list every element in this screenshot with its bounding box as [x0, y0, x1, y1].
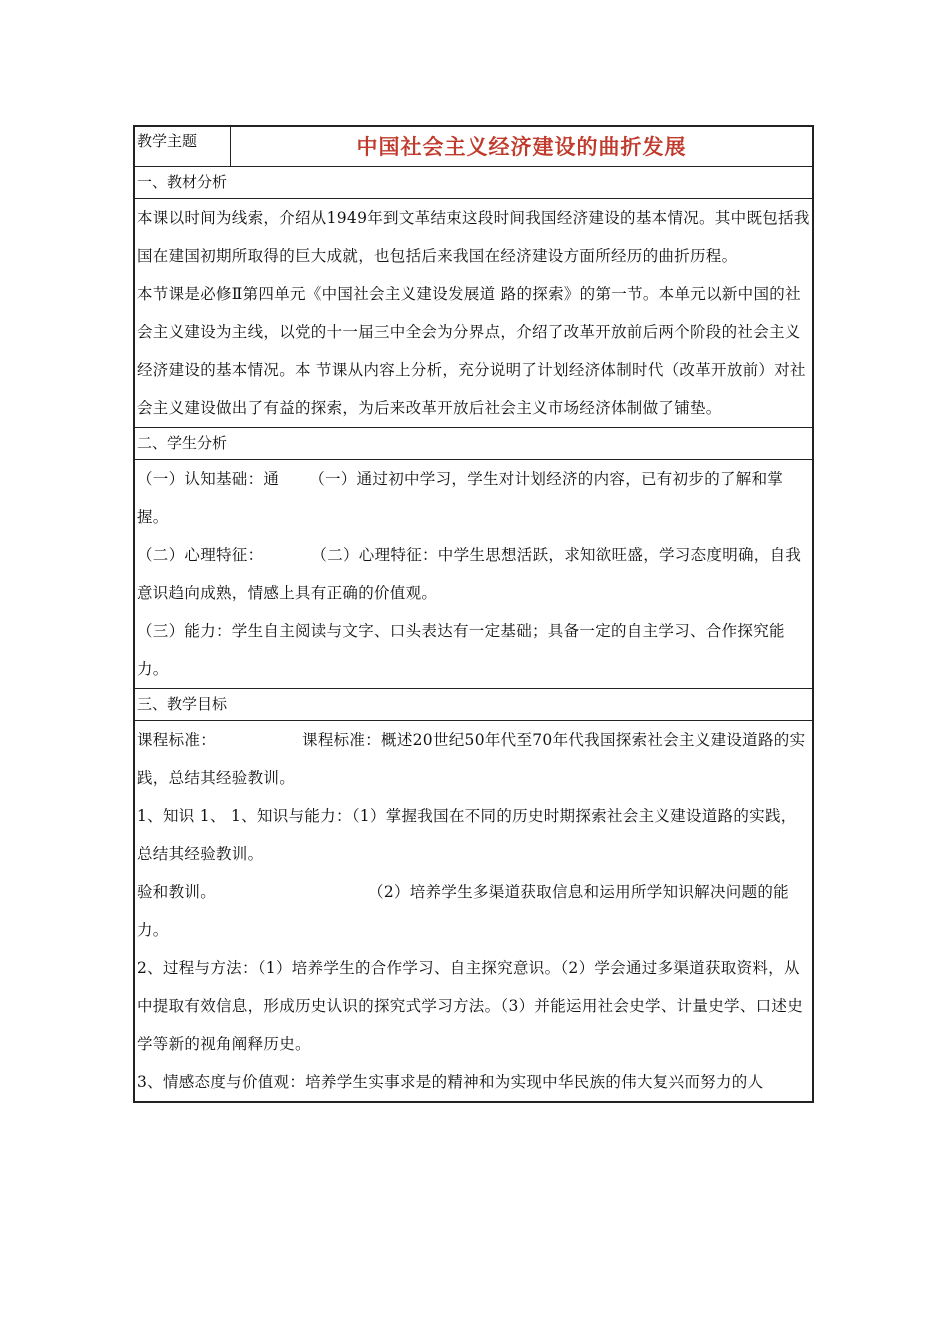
paragraph — [137, 536, 810, 612]
lesson-plan-table — [133, 125, 814, 1103]
curriculum-standard-text: 课程标准：概述20世纪50年代至70年代我国探索社会主义建设道路的实践，总结其经验教训。 — [137, 731, 806, 787]
fragment-text: 验和教训。 — [137, 883, 217, 901]
lesson-title: 中国社会主义经济建设的曲折发展 — [356, 134, 687, 159]
section-heading-student-analysis: 二、学生分析 — [135, 428, 812, 460]
paragraph: 本课以时间为线索，介绍从1949年到文革结束这段时间我国经济建设的基本情况。其中既包括我国在建国初期所取得的巨大成就，也包括后来我国在经济建设方面所经历的曲折历程。 — [137, 209, 810, 265]
psychology-text: （二）心理特征：中学生思想活跃，求知欲旺盛，学习态度明确，自我意识趋向成熟，情感上具有正确的价值观。 — [137, 546, 802, 602]
teaching-goals-body — [135, 721, 812, 1101]
section-heading-textbook-analysis: 一、教材分析 — [135, 167, 812, 199]
curriculum-standard-label: 课程标准： — [137, 731, 217, 749]
paragraph: 1、知识 1、 1、知识与能力：（1）掌握我国在不同的历史时期探索社会主义建设道路的实践，总结其经验教训。 — [137, 807, 797, 863]
section-heading-teaching-goals: 三、教学目标 — [135, 689, 812, 721]
textbook-analysis-body — [135, 199, 812, 428]
psychology-label: （二）心理特征： — [137, 546, 264, 564]
paragraph — [137, 721, 810, 797]
paragraph: 2、过程与方法：（1）培养学生的合作学习、自主探究意识。（2）学会通过多渠道获取资料，从中提取有效信息，形成历史认识的探究式学习方法。（3）并能运用社会史学、计量史学、口述史学等新的视角阐释历史。 — [137, 959, 804, 1053]
paragraph — [137, 460, 810, 536]
paragraph — [137, 873, 810, 949]
student-analysis-body — [135, 460, 812, 689]
paragraph: 本节课是必修Ⅱ第四单元《中国社会主义建设发展道 路的探索》的第一节。本单元以新中国的社会主义建设为主线，以党的十一届三中全会为分界点，介绍了改革开放前后两个阶段的社会主义经济建设的基本情况。本 节课从内容上分析，充分说明了计划经济体制时代（改革开放前）对社会主义建设做出了有益的探索，为后来改革开放后社会主义市场经济体制做了铺垫。 — [137, 285, 806, 417]
paragraph: （三）能力：学生自主阅读与文字、口头表达有一定基础；具备一定的自主学习、合作探究能力。 — [137, 622, 785, 678]
topic-label: 教学主题 — [135, 127, 231, 166]
cognitive-basis-text: （一）通过初中学习，学生对计划经济的内容，已有初步的了解和掌握。 — [137, 470, 784, 526]
paragraph: 3、情感态度与价值观：培养学生实事求是的精神和为实现中华民族的伟大复兴而努力的人 — [137, 1073, 764, 1091]
cognitive-basis-label: （一）认知基础：通 — [137, 470, 280, 488]
ability-text: （2）培养学生多渠道获取信息和运用所学知识解决问题的能力。 — [137, 883, 789, 939]
title-row — [135, 127, 812, 167]
